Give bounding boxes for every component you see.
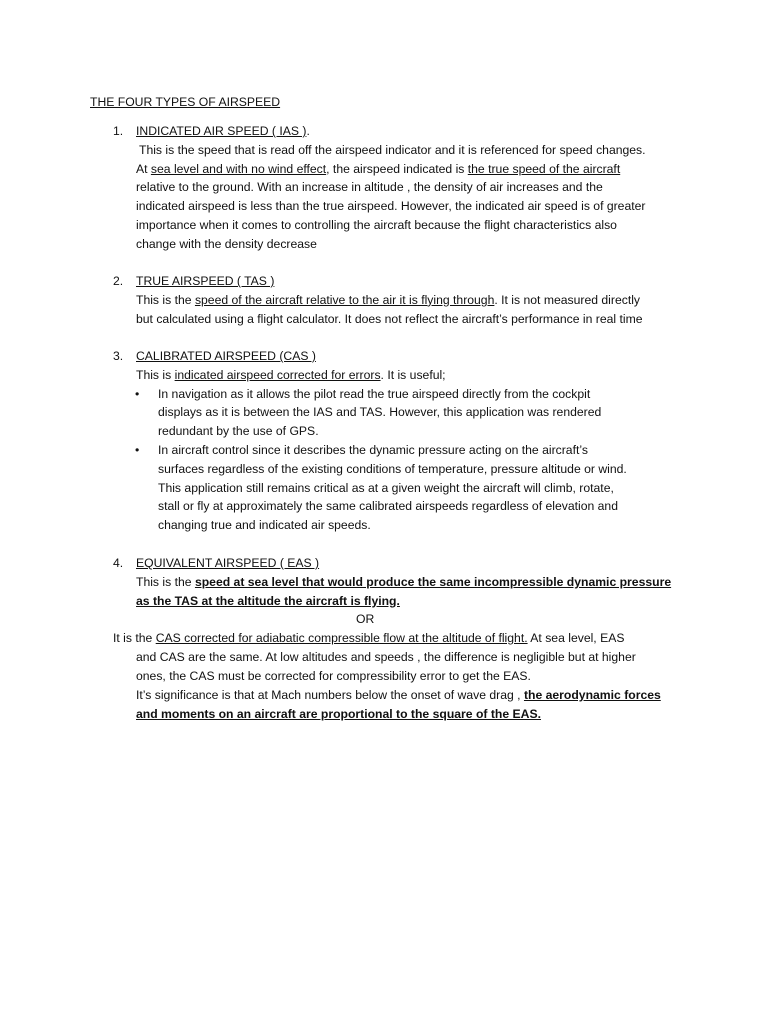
section-cas	[113, 347, 693, 535]
emphasis-text: sea level and with no wind effect	[150, 161, 327, 176]
paragraph-line	[136, 573, 693, 592]
bullet-marker: •	[135, 442, 140, 457]
paragraph-line: but calculated using a flight calculator. It does not reflect the aircraft’s performance in real time	[136, 311, 643, 326]
section-heading: TRUE AIRSPEED ( TAS )	[136, 274, 275, 288]
paragraph-line: relative to the ground. With an increase in altitude , the density of air increases and the	[136, 180, 603, 195]
section-eas	[113, 554, 693, 610]
paragraph-line: and moments on an aircraft are proportional to the square of the EAS.	[136, 707, 541, 721]
paragraph-line: importance when it comes to controlling the aircraft because the flight characteristics also	[136, 217, 617, 232]
paragraph-line: change with the density decrease	[136, 236, 317, 251]
section-ias	[113, 122, 693, 254]
list-item-line: In aircraft control since it describes the dynamic pressure acting on the aircraft’s	[158, 442, 588, 457]
list-item-line: surfaces regardless of the existing conditions of temperature, pressure altitude or wind.	[158, 461, 627, 476]
emphasis-text: CAS corrected for adiabatic compressible flow at the altitude of flight.	[155, 631, 528, 645]
paragraph-line	[136, 291, 693, 310]
emphasis-text: the true speed of the aircraft	[467, 161, 621, 176]
section-number: 4.	[113, 556, 124, 570]
emphasis-text: speed at sea level that would produce the same incompressible dynamic pressure	[194, 574, 672, 589]
text-run: , the airspeed indicated is	[326, 161, 468, 176]
paragraph-line	[113, 629, 624, 648]
or-separator: OR	[356, 612, 375, 626]
text-run: It is the	[113, 631, 156, 645]
list-item	[113, 385, 693, 441]
list-item-line: changing true and indicated air speeds.	[158, 518, 371, 533]
emphasis-text: the aerodynamic forces	[523, 688, 661, 702]
section-body	[136, 291, 693, 329]
heading-text: INDICATED AIR SPEED ( IAS )	[136, 124, 307, 138]
emphasis-text: indicated airspeed corrected for errors	[174, 367, 381, 382]
list-item-line: redundant by the use of GPS.	[158, 424, 319, 439]
section-heading: CALIBRATED AIRSPEED (CAS )	[136, 349, 316, 363]
bullet-marker: •	[135, 386, 140, 401]
paragraph-line	[136, 686, 661, 705]
section-number: 3.	[113, 349, 124, 363]
paragraph-line: ones, the CAS must be corrected for compressibility error to get the EAS.	[136, 669, 531, 683]
paragraph-line: indicated airspeed is less than the true airspeed. However, the indicated air speed is of greater	[136, 199, 646, 214]
bullet-list	[113, 385, 693, 535]
paragraph-line: as the TAS at the altitude the aircraft is flying.	[136, 593, 400, 608]
text-run: This is the	[136, 574, 195, 589]
list-item-line: stall or fly at approximately the same calibrated airspeeds regardless of elevation and	[158, 499, 618, 514]
list-item-line: This application still remains critical as at a given weight the aircraft will climb, rotate,	[158, 480, 614, 495]
text-run: It’s significance is that at Mach numbers below the onset of wave drag ,	[136, 688, 524, 702]
emphasis-text: speed of the aircraft relative to the air it is flying through	[194, 292, 495, 307]
document-title: THE FOUR TYPES OF AIRSPEED	[90, 95, 281, 109]
section-body	[136, 573, 693, 611]
section-heading: EQUIVALENT AIRSPEED ( EAS )	[136, 556, 320, 570]
section-number: 2.	[113, 274, 124, 288]
section-body	[136, 141, 693, 254]
list-item-line: In navigation as it allows the pilot read the true airspeed directly from the cockpit	[158, 386, 591, 401]
paragraph-line	[136, 366, 693, 385]
text-run: At sea level, EAS	[527, 631, 625, 645]
paragraph-line	[136, 160, 693, 179]
paragraph-line: This is the speed that is read off the airspeed indicator and it is referenced for speed changes.	[139, 142, 646, 157]
section-tas	[113, 272, 693, 328]
text-run: . It is useful;	[380, 367, 446, 382]
section-number: 1.	[113, 124, 124, 138]
heading-suffix: .	[306, 124, 310, 138]
list-item	[113, 441, 693, 535]
paragraph-line: and CAS are the same. At low altitudes and speeds , the difference is negligible but at higher	[136, 650, 636, 664]
list-item-line: displays as it is between the IAS and TAS. However, this application was rendered	[158, 405, 602, 420]
section-body	[136, 366, 693, 385]
section-heading	[136, 122, 693, 141]
text-run: At	[136, 161, 151, 176]
text-run: This is	[136, 367, 175, 382]
text-run: . It is not measured directly	[494, 292, 641, 307]
text-run: This is the	[136, 292, 195, 307]
